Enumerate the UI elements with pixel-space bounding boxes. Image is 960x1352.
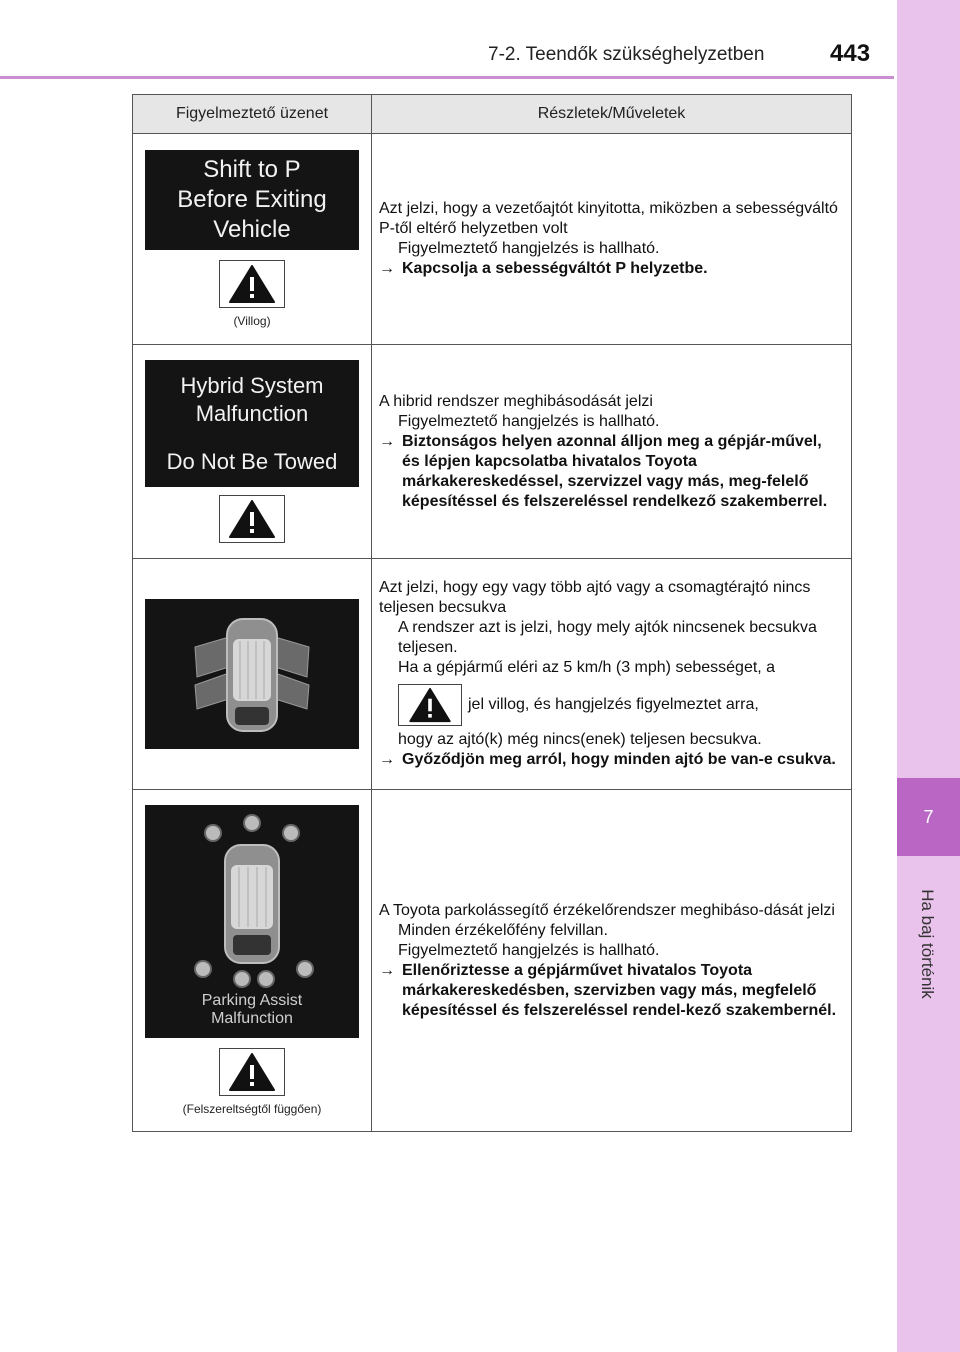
table-header-row [133,95,852,134]
arrow-icon: → [379,961,395,979]
buzzer-note: Figyelmeztető hangjelzés is hallható. [398,412,660,430]
doors-open-note: hogy az ajtó(k) még nincs(enek) teljesen becsukva. [398,731,762,748]
action-text: Győződjön meg arról, hogy minden ajtó be van-e csukva. [402,751,836,768]
message-cell [133,134,372,345]
car-parking-sensors-icon [145,809,359,999]
caption-blinking: (Villog) [233,314,271,328]
message-cell [133,559,372,790]
action-line [379,432,843,512]
display-line: Do Not Be Towed [166,448,338,474]
arrow-icon: → [379,751,395,768]
caption-equipment: (Felszereltségtől függően) [182,1102,322,1116]
header-rule [0,76,894,79]
section-title: 7-2. Teendők szükséghelyzetben [488,44,765,65]
action-text: Ellenőriztesse a gépjárművet hivatalos Toyota márkakereskedésben, szervizben vagy más, megfelelő képesítéssel és felszereléssel rendel-kező szakembernél. [402,961,837,1019]
inline-warning-line [379,684,843,726]
warning-triangle-icon [219,260,285,308]
doors-note: A rendszer azt is jelzi, hogy mely ajtók nincsenek becsukva teljesen. [398,619,817,656]
message-cell [133,345,372,559]
buzzer-note: Figyelmeztető hangjelzés is hallható. [398,240,660,257]
description-text: Azt jelzi, hogy egy vagy több ajtó vagy a csomagtérajtó nincs teljesen becsukva [379,579,811,616]
action-line [379,961,843,1021]
chapter-tab[interactable] [897,778,960,856]
chapter-label-text: Ha baj történik [918,889,937,999]
car-doors-open-icon [177,609,327,739]
display-line: Malfunction [211,1010,293,1027]
details-cell [372,134,852,345]
column-header-message: Figyelmeztető üzenet [133,95,372,134]
details-cell [372,559,852,790]
warning-triangle-icon [219,495,285,543]
column-header-details: Részletek/Műveletek [372,95,852,134]
action-line [379,750,843,770]
display-line: Vehicle [213,216,291,243]
buzzer-note: Figyelmeztető hangjelzés is hallható. [398,941,660,959]
action-text: Kapcsolja a sebességváltót P helyzetbe. [402,260,708,277]
description-text: A Toyota parkolássegítő érzékelőrendszer meghibáso-dását jelzi [379,901,835,919]
speed-note: Ha a gépjármű eléri az 5 km/h (3 mph) sebességet, a [398,659,776,676]
chapter-number: 7 [923,806,934,827]
display-line: Hybrid System [180,372,324,398]
table-row [133,790,852,1132]
display-line: Malfunction [195,400,309,426]
table-row [133,134,852,345]
table-row [133,559,852,790]
side-tab-strip [897,0,960,1352]
details-cell [372,345,852,559]
details-cell [372,790,852,1132]
message-cell [133,790,372,1132]
display-line: Parking Assist [201,992,303,1009]
display-line: Before Exiting [177,186,327,213]
warning-triangle-icon [398,684,462,726]
table-row [133,345,852,559]
chapter-label [912,864,942,1024]
action-text: Biztonságos helyen azonnal álljon meg a gépjár-művel, és lépjen kapcsolatba hivatalos Toyota márkakereskedéssel, szervizzel vagy más, meg-felelő képesítéssel és felszereléssel rendelkező szakemberrel. [402,432,828,510]
parking-assist-text [145,992,359,1028]
page-number: 443 [830,40,871,67]
blink-note: jel villog, és hangjelzés figyelmeztet arra, [468,696,759,714]
display-parking-assist [145,805,359,1038]
description-text: A hibrid rendszer meghibásodását jelzi [379,392,653,410]
action-line [379,259,843,279]
sensor-light-note: Minden érzékelőfény felvillan. [398,921,608,939]
display-hybrid-malfunction [145,360,359,487]
display-shift-to-p [145,150,359,250]
arrow-icon: → [379,432,395,450]
description-text: Azt jelzi, hogy a vezetőajtót kinyitotta, miközben a sebességváltó P-től eltérő helyzetben volt [379,200,838,237]
arrow-icon: → [379,260,395,277]
warning-message-table [132,94,852,1132]
display-line: Shift to P [203,156,301,183]
display-doors-open [145,599,359,749]
warning-triangle-icon [219,1048,285,1096]
